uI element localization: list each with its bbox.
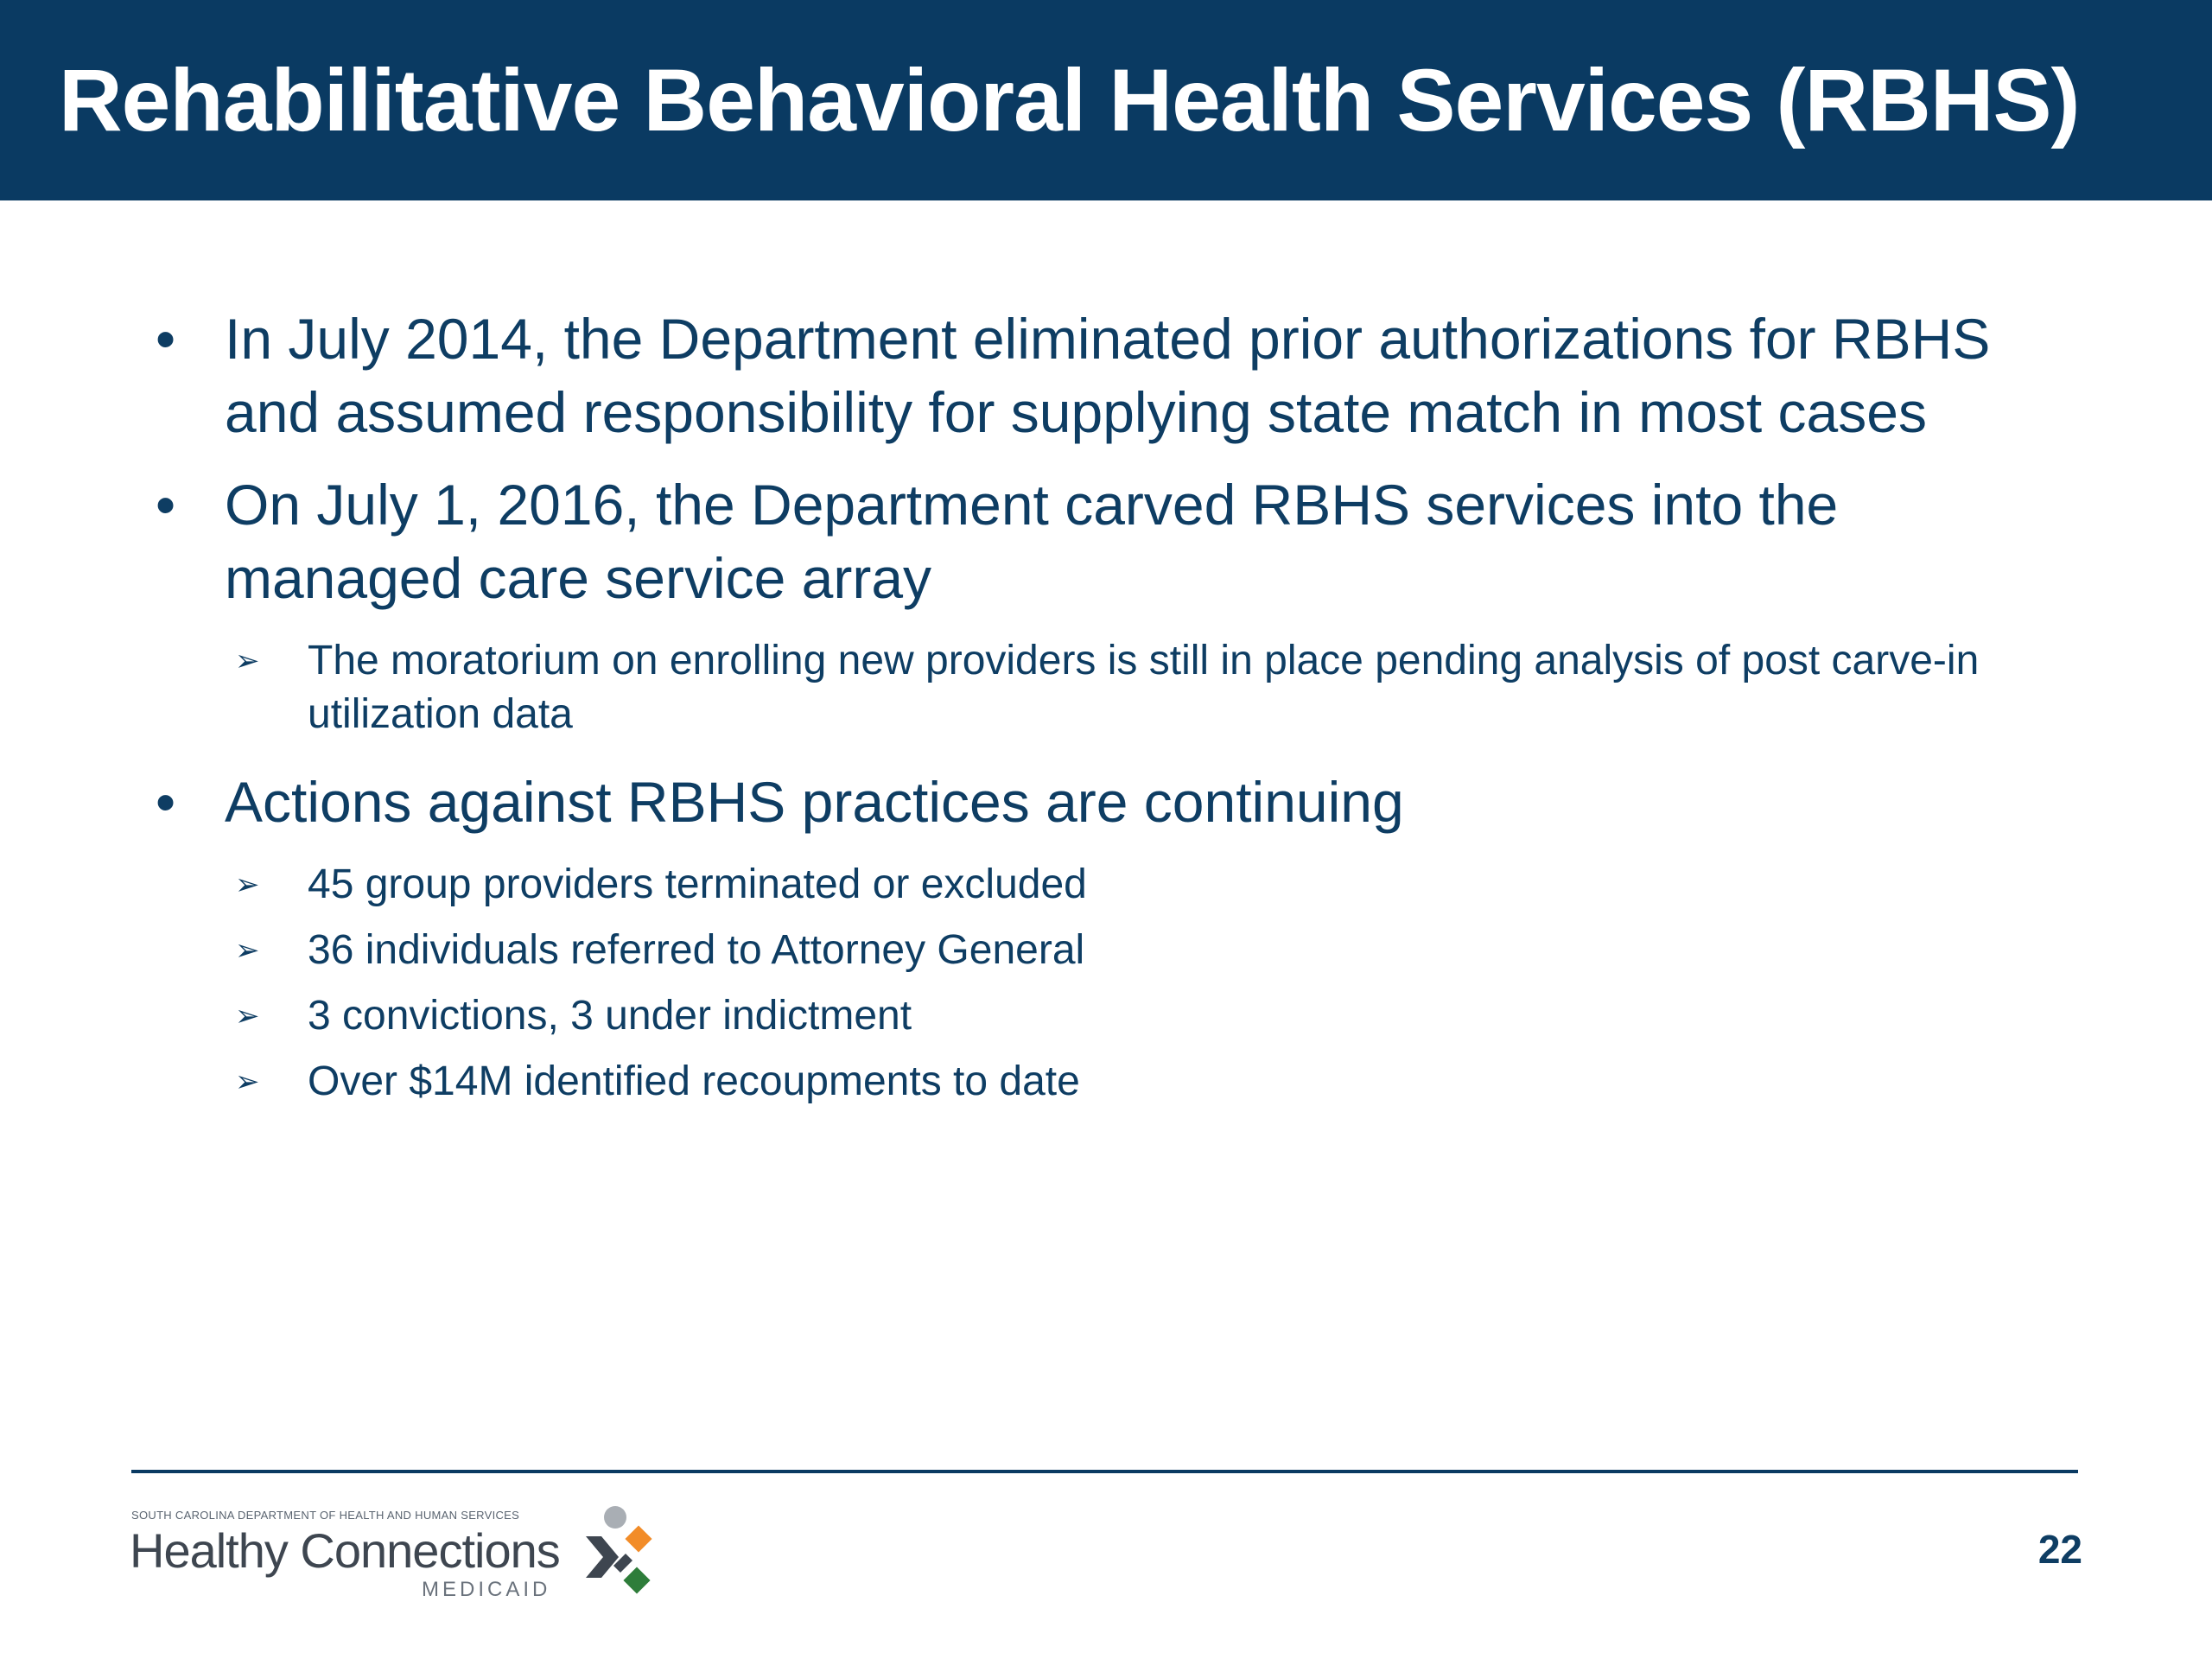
logo-orange-diamond	[625, 1525, 652, 1552]
healthy-connections-logo	[130, 1505, 665, 1600]
bullet-item	[156, 468, 2039, 615]
sub-bullet-item	[156, 924, 2039, 977]
sub-bullet-text: 3 convictions, 3 under indictment	[308, 993, 912, 1039]
bullet-item	[156, 302, 2039, 449]
sub-bullet-list	[156, 858, 2039, 1109]
footer-divider	[131, 1470, 2078, 1473]
page-number: 22	[2037, 1527, 2082, 1572]
bullet-list	[156, 302, 2039, 1133]
bullet-text: Actions against RBHS practices are continuing	[225, 770, 1404, 834]
logo-name-text: Healthy Connections	[130, 1523, 560, 1578]
slide-title: Rehabilitative Behavioral Health Services (RBHS)	[59, 51, 2080, 149]
bullet-icon: •	[156, 473, 176, 537]
sub-bullet-item	[156, 989, 2039, 1043]
logo-x-mark-icon	[579, 1505, 665, 1600]
bullet-icon: •	[156, 770, 176, 834]
logo-dark-chevron	[586, 1536, 619, 1578]
arrow-bullet-icon: ➢	[235, 1065, 260, 1098]
bullet-icon: •	[156, 307, 176, 371]
sub-bullet-item	[156, 1055, 2039, 1109]
sub-bullet-item	[156, 634, 2039, 741]
bullet-text: In July 2014, the Department eliminated prior authorizations for RBHS and assumed responsibility for supplying state match in most cases	[225, 307, 1991, 444]
arrow-bullet-icon: ➢	[235, 1000, 260, 1033]
sub-bullet-text: 36 individuals referred to Attorney General	[308, 927, 1085, 973]
arrow-bullet-icon: ➢	[235, 934, 260, 967]
sub-bullet-list	[156, 634, 2039, 741]
title-bar	[0, 0, 2212, 200]
sub-bullet-text: Over $14M identified recoupments to date	[308, 1058, 1080, 1104]
sub-bullet-text: The moratorium on enrolling new providers is still in place pending analysis of post carve-in utilization data	[308, 638, 1980, 737]
sub-bullet-item	[156, 858, 2039, 912]
arrow-bullet-icon: ➢	[235, 868, 260, 901]
logo-program-text: MEDICAID	[422, 1578, 551, 1601]
logo-green-diamond	[623, 1567, 650, 1593]
arrow-bullet-icon: ➢	[235, 645, 260, 677]
bullet-text: On July 1, 2016, the Department carved RBHS services into the managed care service array	[225, 473, 1839, 610]
bullet-item	[156, 766, 2039, 839]
sub-bullet-text: 45 group providers terminated or excluded	[308, 861, 1087, 907]
logo-gray-dot	[604, 1506, 626, 1529]
logo-agency-text: SOUTH CAROLINA DEPARTMENT OF HEALTH AND HUMAN SERVICES	[131, 1509, 520, 1522]
